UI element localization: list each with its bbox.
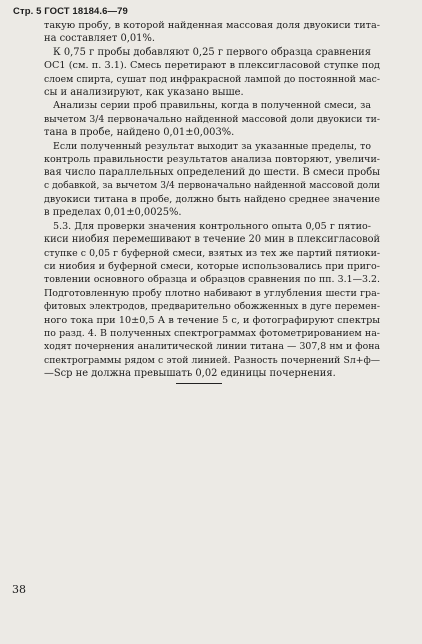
paragraph-line: К 0,75 г пробы добавляют 0,25 г первого образца сравнения — [53, 46, 371, 58]
paragraph-line: ОС1 (см. п. 3.1). Смесь перетирают в плексигласовой ступке под — [44, 60, 380, 72]
paragraph-line: двуокиси титана в пробе, должно быть найдено среднее значение — [44, 194, 380, 206]
paragraph-line: ступке с 0,05 г буферной смеси, взятых из тех же партий пятиоки- — [44, 247, 380, 259]
paragraph-line: тана в пробе, найдено 0,01±0,003%. — [44, 127, 235, 139]
paragraph-line: контроль правильности результатов анализа повторяют, увеличи- — [44, 153, 380, 165]
paragraph-line: спектрограммы рядом с этой линией. Разность почернений Sл+ф— — [44, 354, 380, 366]
paragraph-line: вая число параллельных определений до шести. В смеси пробы — [44, 167, 380, 179]
page-number: 38 — [12, 583, 26, 596]
document-body — [44, 19, 380, 381]
paragraph-line: товлении основного образца и образцов сравнения по пп. 3.1—3.2. — [44, 274, 380, 286]
paragraph-line: ного тока при 10±0,5 А в течение 5 с, и фотографируют спектры — [44, 314, 380, 326]
paragraph-line: —Sср не должна превышать 0,02 единицы почернения. — [44, 368, 336, 380]
paragraph-line: вычетом 3/4 первоначально найденной массовой доли двуокиси ти- — [44, 113, 380, 125]
paragraph-line: Если полученный результат выходит за указанные пределы, то — [53, 140, 371, 152]
paragraph-line: в пределах 0,01±0,0025%. — [44, 207, 182, 219]
paragraph-line: 5.3. Для проверки значения контрольного опыта 0,05 г пятио- — [53, 220, 371, 232]
paragraph-line: киси ниобия перемешивают в течение 20 мин в плексигласовой — [44, 234, 380, 246]
paragraph-line: на составляет 0,01%. — [44, 33, 155, 45]
paragraph-line: Подготовленную пробу плотно набивают в углубления шести гра- — [44, 287, 380, 299]
page-header: Стр. 5 ГОСТ 18184.6—79 — [13, 6, 128, 17]
paragraph-line: с добавкой, за вычетом 3/4 первоначально найденной массовой доли — [44, 180, 380, 191]
paragraph-line: Анализы серии проб правильны, когда в полученной смеси, за — [53, 100, 371, 112]
paragraph-line: такую пробу, в которой найденная массовая доля двуокиси тита- — [44, 20, 380, 31]
paragraph-line: си ниобия и буферной смеси, которые использовались при приго- — [44, 261, 380, 273]
paragraph-line: сы и анализируют, как указано выше. — [44, 86, 244, 98]
paragraph-line: слоем спирта, сушат под инфракрасной лампой до постоянной мас- — [44, 73, 380, 85]
paragraph-line: фитовых электродов, предварительно обожженных в дуге перемен- — [44, 301, 380, 313]
paragraph-line: ходят почернения аналитической линии титана — 307,8 нм и фона — [44, 341, 380, 353]
section-separator — [176, 383, 222, 384]
paragraph-line: по разд. 4. В полученных спектрограммах фотометрированием на- — [44, 327, 380, 339]
